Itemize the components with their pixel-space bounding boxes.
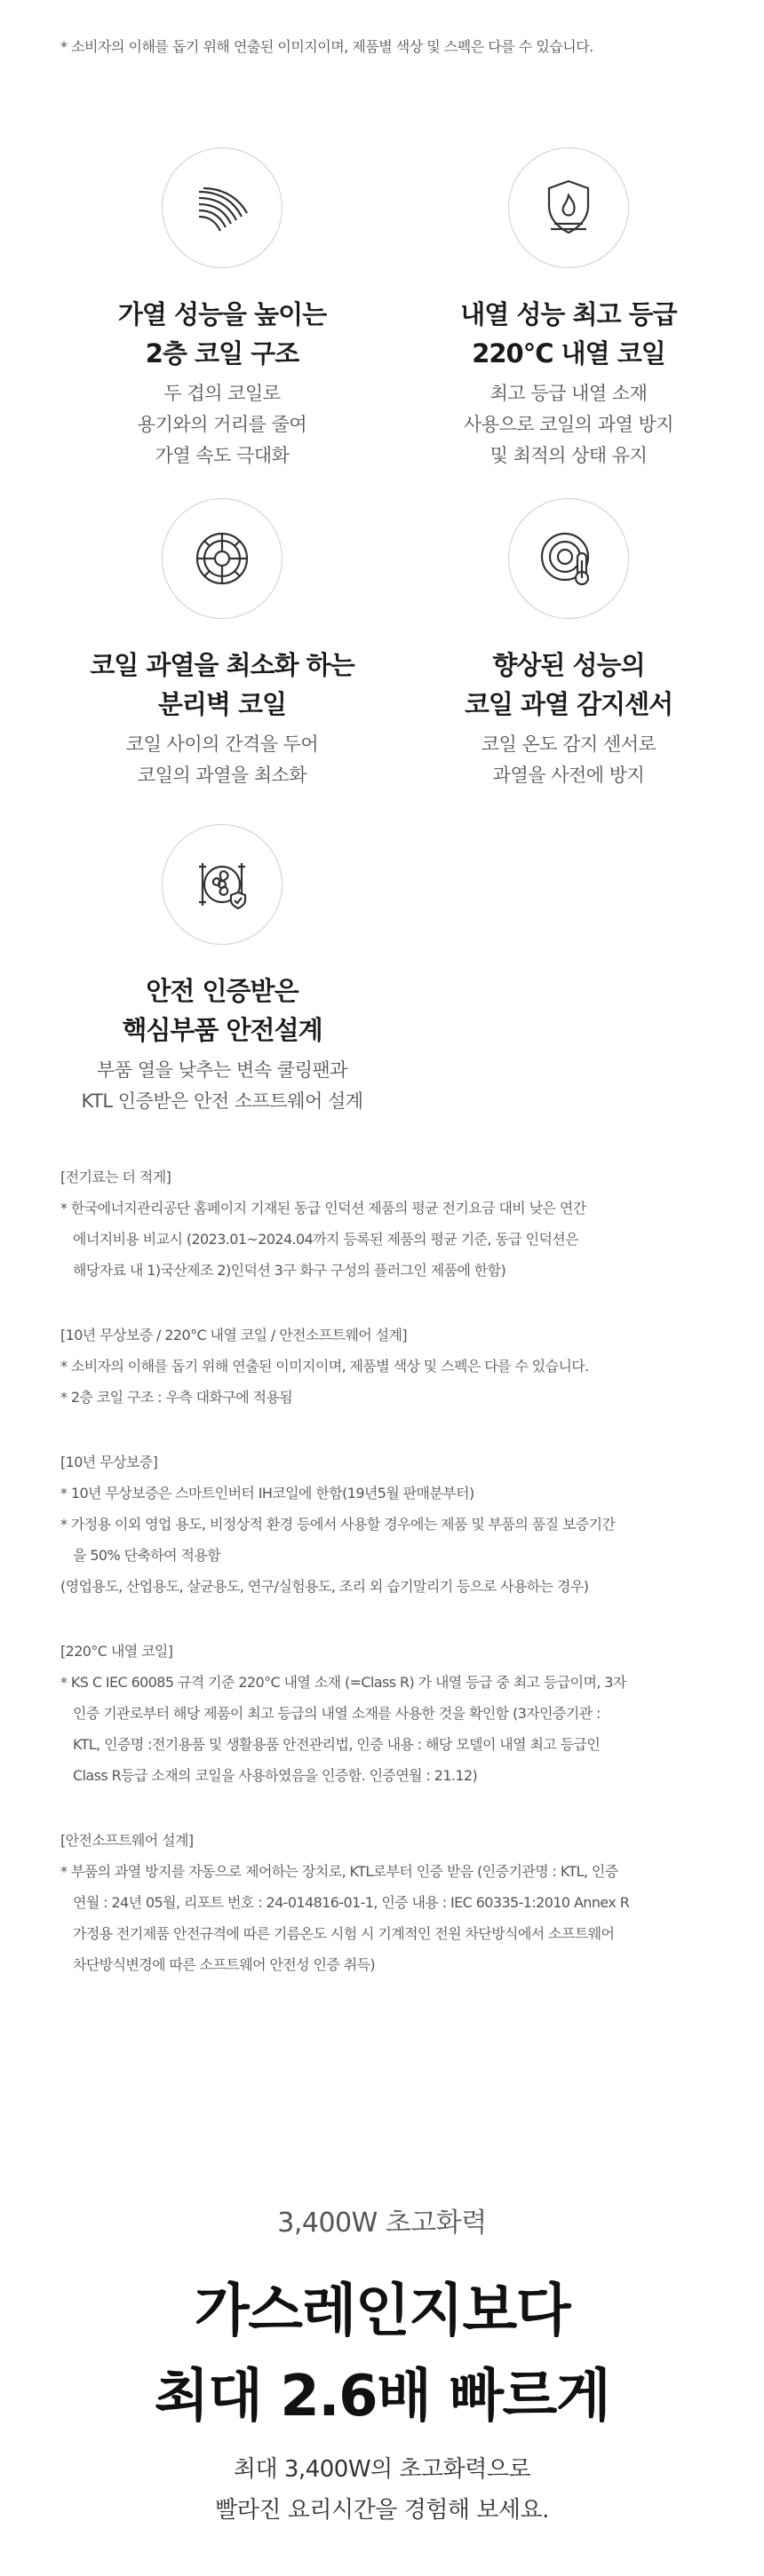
note-heat-coil xyxy=(60,1636,718,1791)
feature-title-line1: 내열 성능 최고 등급 xyxy=(460,299,677,329)
note-line: 을 50% 단축하여 적용함 xyxy=(73,1547,221,1564)
note-line: 에너지비용 비교시 (2023.01~2024.04까지 등록된 제품의 평균 기준, 동급 인덕션은 xyxy=(73,1231,579,1248)
fan-shield-icon xyxy=(162,824,283,945)
note-line: * 10년 무상보증은 스마트인버터 IH코일에 한함(19년5월 판매분부터) xyxy=(60,1485,474,1502)
feature-desc-line: KTL 인증받은 안전 소프트웨어 설계 xyxy=(81,1090,363,1112)
hero-description xyxy=(0,2449,764,2531)
feature-safety-design xyxy=(36,824,409,1117)
note-line: 차단방식변경에 따른 소프트웨어 안전성 인증 취득) xyxy=(73,1956,376,1973)
note-warranty-coil-software xyxy=(60,1320,718,1413)
feature-title-line2: 핵심부품 안전설계 xyxy=(122,1015,322,1045)
note-line: * 가정용 이외 영업 용도, 비정상적 환경 등에서 사용할 경우에는 제품 및 부품의 품질 보증기간 xyxy=(60,1516,616,1533)
note-line: * 부품의 과열 방지를 자동으로 제어하는 장치로, KTL로부터 인증 받음 (인증기관명 : KTL, 인증 xyxy=(60,1863,618,1880)
feature-desc-line: 코일 사이의 간격을 두어 xyxy=(125,733,319,755)
footnotes-section xyxy=(60,1161,718,2014)
feature-title-line1: 향상된 성능의 xyxy=(492,650,645,680)
heat-shield-icon xyxy=(508,147,629,268)
segmented-coil-icon xyxy=(162,498,283,619)
note-line: Class R등급 소재의 코일을 사용하였음을 인증함. 인증연월 : 21.12) xyxy=(73,1767,478,1784)
note-line: * 2층 코일 구조 : 우측 대화구에 적용됨 xyxy=(60,1389,293,1406)
feature-desc-line: 코일 온도 감지 센서로 xyxy=(481,733,657,755)
hero-desc-line2: 빨라진 요리시간을 경험해 보세요. xyxy=(215,2497,549,2524)
note-line: KTL, 인증명 :전기용품 및 생활용품 안전관리법, 인증 내용 : 해당 모델이 내열 최고 등급인 xyxy=(73,1736,601,1753)
hero-title-line1: 가스레인지보다 xyxy=(194,2279,570,2344)
note-heading: [10년 무상보증 / 220°C 내열 코일 / 안전소프트웨어 설계] xyxy=(60,1327,408,1343)
disclaimer-note: * 소비자의 이해를 돕기 위해 연출된 이미지이며, 제품별 색상 및 스펙은 다를 수 있습니다. xyxy=(60,38,593,55)
feature-desc-line: 두 겹의 코일로 xyxy=(163,383,281,404)
hero-title-line2: 최대 2.6배 빠르게 xyxy=(154,2364,610,2429)
feature-desc-line: 및 최적의 상태 유지 xyxy=(489,445,648,466)
feature-desc-line: 코일의 과열을 최소화 xyxy=(137,765,307,786)
hero-title xyxy=(0,2269,764,2439)
feature-desc-line: 용기와의 거리를 줄여 xyxy=(137,414,307,435)
feature-desc-line: 과열을 사전에 방지 xyxy=(492,765,645,786)
feature-title-line1: 안전 인증받은 xyxy=(146,976,298,1006)
feature-title-line2: 2층 코일 구조 xyxy=(145,338,299,369)
thermometer-coil-icon xyxy=(508,498,629,619)
feature-desc-line: 최고 등급 내열 소재 xyxy=(489,383,648,404)
note-safety-software xyxy=(60,1825,718,1980)
note-heading: [10년 무상보증] xyxy=(60,1454,158,1470)
feature-title-line2: 220°C 내열 코일 xyxy=(472,338,665,369)
feature-desc-line: 사용으로 코일의 과열 방지 xyxy=(463,414,674,435)
note-line: 해당자료 내 1)국산제조 2)인덕션 3구 화구 구성의 플러그인 제품에 한함) xyxy=(73,1262,506,1279)
hero-desc-line1: 최대 3,400W의 초고화력으로 xyxy=(233,2456,531,2483)
feature-title-line1: 코일 과열을 최소화 하는 xyxy=(90,650,354,680)
note-heading: [안전소프트웨어 설계] xyxy=(60,1832,194,1849)
note-heading: [전기료는 더 적게] xyxy=(60,1169,171,1185)
feature-title-line2: 분리벽 코일 xyxy=(157,689,287,719)
feature-overheat-sensor xyxy=(382,498,755,791)
note-warranty xyxy=(60,1447,718,1602)
note-line: * 한국에너지관리공단 홈페이지 기재된 동급 인덕션 제품의 평균 전기요금 대비 낮은 연간 xyxy=(60,1200,586,1217)
note-heading: [220°C 내열 코일] xyxy=(60,1643,173,1660)
note-electricity xyxy=(60,1161,718,1286)
feature-heat-resistant-coil xyxy=(382,147,755,472)
note-line: 가정용 전기제품 안전규격에 따른 기름온도 시험 시 기계적인 전원 차단방식에서 소프트웨어 xyxy=(73,1925,615,1942)
feature-title-line2: 코일 과열 감지센서 xyxy=(464,689,673,719)
hero-subtitle: 3,400W 초고화력 xyxy=(277,2207,487,2239)
coil-layers-icon xyxy=(162,147,283,268)
note-line: 연월 : 24년 05월, 리포트 번호 : 24-014816-01-1, 인증 내용 : IEC 60335-1:2010 Annex R xyxy=(73,1894,630,1911)
note-line: * KS C IEC 60085 규격 기준 220°C 내열 소재 (=Class R) 가 내열 등급 중 최고 등급이며, 3자 xyxy=(60,1674,626,1691)
note-line: 인증 기관로부터 해당 제품이 최고 등급의 내열 소재를 사용한 것을 확인함 (3자인증기관 : xyxy=(73,1705,601,1722)
feature-desc-line: 부품 열을 낮추는 변속 쿨링팬과 xyxy=(97,1059,347,1081)
note-line: * 소비자의 이해를 돕기 위해 연출된 이미지이며, 제품별 색상 및 스펙은 다를 수 있습니다. xyxy=(60,1358,589,1375)
feature-two-layer-coil xyxy=(36,147,409,472)
note-line: (영업용도, 산업용도, 살균용도, 연구/실험용도, 조리 외 습기말리기 등으로 사용하는 경우) xyxy=(60,1578,589,1595)
feature-desc-line: 가열 속도 극대화 xyxy=(155,445,290,466)
feature-partition-coil xyxy=(36,498,409,791)
feature-title-line1: 가열 성능을 높이는 xyxy=(117,299,327,329)
